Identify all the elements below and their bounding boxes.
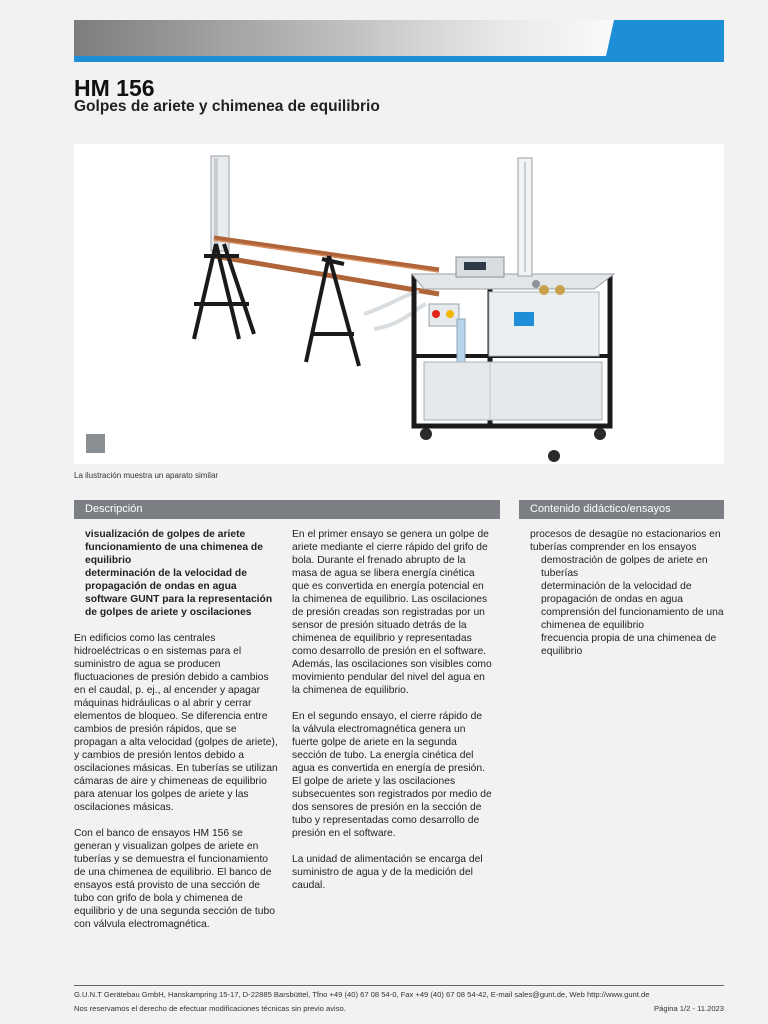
contenido-column xyxy=(530,528,724,658)
paragraph: Con el banco de ensayos HM 156 se generan y visualizan golpes de ariete en tuberías y se demuestra el funcionamiento de una chimenea de equilibrio. El banco de ensayos está provisto de una sección de tubo con grifo de bola y chimenea de equilibrio y de una segunda sección de tubo con válvula electromagnética. xyxy=(74,828,275,930)
paragraph: La unidad de alimentación se encarga del suministro de agua y de la medición del caudal. xyxy=(292,854,483,891)
product-photo xyxy=(74,144,724,464)
contenido-intro: procesos de desagüe no estacionarios en tuberías comprender en los ensayos xyxy=(530,529,721,553)
product-id: HM 156 xyxy=(74,75,155,101)
description-column-1 xyxy=(74,528,280,944)
paragraph: En el primer ensayo se genera un golpe de ariete mediante el cierre rápido del grifo de bola. Durante el frenado abrupto de la masa de agua se libera energía cinética que es convertida en energía potencial en la chimenea de equilibrio. Las oscilaciones de presión creadas son registradas por un sensor de presión situado detrás de la chimenea de equilibrio y representadas como desarrollo de presión en el software. Además, las oscilaciones son visibles como movimiento pendular del nivel del agua en la chimenea de equilibrio. xyxy=(292,529,492,696)
feature-item: visualización de golpes de ariete xyxy=(85,529,246,540)
contenido-item: frecuencia propia de una chimenea de equilibrio xyxy=(541,633,717,657)
paragraph: En el segundo ensayo, el cierre rápido de la válvula electromagnética genera un fuerte golpe de ariete en la segunda sección de tubo. La energía cinética del agua es convertida en energía de presión. El golpe de ariete y las oscilaciones subsecuentes son registrados por medio de dos sensores de presión en la sección de tubo y representadas como desarrollo de presión en el software. xyxy=(292,711,492,839)
page-number: Página 1/2 - 11.2023 xyxy=(654,1004,724,1013)
page-title: Golpes de ariete y chimenea de equilibrio xyxy=(74,98,380,115)
section-header-descripcion: Descripción xyxy=(74,500,500,519)
footer-company: G.U.N.T Gerätebau GmbH, Hanskampring 15-17, D-22885 Barsbüttel, Tfno +49 (40) 67 08 54-0, Fax +49 (40) 67 08 54-42, E-mail sales@gunt.de, Web http://www.gunt.de xyxy=(74,990,650,999)
contenido-item: determinación de la velocidad de propagación de ondas en agua xyxy=(541,581,692,605)
footer-disclaimer: Nos reservamos el derecho de efectuar modificaciones técnicas sin previo aviso. xyxy=(74,1004,346,1013)
equipment-illustration xyxy=(74,144,724,464)
feature-item: determinación de la velocidad de propagación de ondas en agua xyxy=(85,568,247,592)
contenido-item: comprensión del funcionamiento de una chimenea de equilibrio xyxy=(541,607,724,631)
contenido-item: demostración de golpes de ariete en tuberías xyxy=(541,555,708,579)
description-column-2 xyxy=(292,528,492,905)
header-banner xyxy=(74,20,724,62)
section-header-contenido: Contenido didáctico/ensayos xyxy=(519,500,724,519)
feature-item: software GUNT para la representación de golpes de ariete y oscilaciones xyxy=(85,594,273,618)
banner-blue-block xyxy=(606,20,724,56)
banner-gradient xyxy=(74,20,614,56)
footer-divider xyxy=(74,985,724,986)
feature-item: funcionamiento de una chimenea de equilibrio xyxy=(85,542,263,566)
contenido-list xyxy=(530,554,724,658)
image-caption: La ilustración muestra un aparato similar xyxy=(74,471,219,480)
feature-list xyxy=(74,528,280,619)
banner-blue-line xyxy=(74,56,724,62)
paragraph: En edificios como las centrales hidroeléctricas o en sistemas para el suministro de agua se producen fluctuaciones de presión debido a cambios en el caudal, p. ej., al encender y apagar máquinas hidráulicas o al abrir y cerrar elementos de bloqueo. Se diferencia entre cambios de presión rápidos, que se propagan a alta velocidad (golpes de ariete), y cambios de presión lentos debido a oscilaciones másicas. En tuberías se utilizan cámaras de aire y chimeneas de equilibrio para atenuar los golpes de ariete y las oscilaciones másicas. xyxy=(74,633,278,813)
